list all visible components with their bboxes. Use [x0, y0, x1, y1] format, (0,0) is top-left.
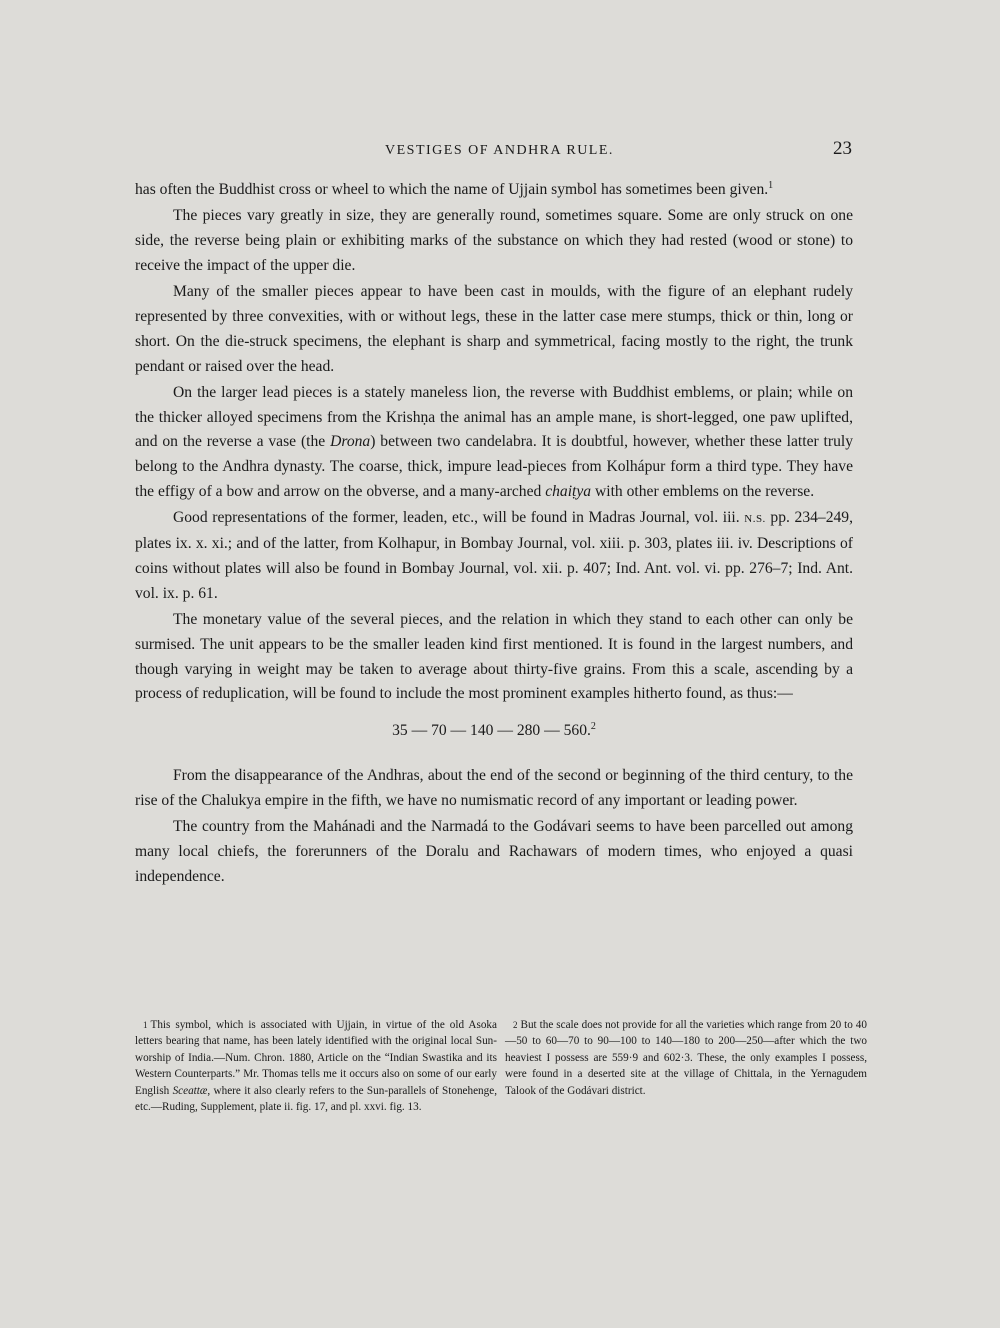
footnote-ref: 2 [590, 721, 596, 733]
paragraph-text: pp. 234–249, plates ix. x. xi.; and of the latter, from Kolhapur, in Bombay Journal, vol. xiii. p. 303, plates iii. iv. Descriptions of coins without plates will also be found in Bombay Journal, vol. xii. p. 407; Ind. Ant. vol. vi. pp. 276–7; Ind. Ant. vol. ix. p. 61. [135, 509, 853, 602]
footnote-text: This symbol, which is associated with Ujjain, in virtue of the old Asoka letters bearing that name, has been lately identified with the original local Sun-worship of India.—Num. Chron. 1880, Article on the “Indian Swastika and its Western Counterparts.” Mr. Thomas tells me it occurs also on some of our early English [135, 1019, 497, 1097]
paragraph: From the disappearance of the Andhras, about the end of the second or beginning of the third century, to the rise of the Chalukya empire in the fifth, we have no numismatic record of any important or leading power. [135, 767, 853, 809]
body-text [135, 178, 853, 891]
paragraph-text: with other emblems on the reverse. [591, 483, 815, 501]
italic-term: Sceattæ [172, 1084, 208, 1097]
italic-term: chaiṭya [545, 483, 592, 501]
scale-equation [135, 719, 853, 744]
footnote-text: But the scale does not provide for all the varieties which range from 20 to 40—50 to 60—70 to 90—100 to 140—180 to 200—250—after which the two heaviest I possess are 559·9 and 602·3. These, the only examples I possess, were found in a deserted site at the village of Chittala, in the Yernagudem Talook of the Godávari district. [505, 1019, 867, 1097]
paragraph-text: has often the Buddhist cross or wheel to which the name of Ujjain symbol has sometimes been given. [135, 181, 769, 198]
equation-text: 35 — 70 — 140 — 280 — 560. [392, 722, 591, 740]
paragraph [135, 506, 853, 606]
footnote-text: , where it also clearly refers to the Sun-parallels of Stonehenge, etc.—Ruding, Supplement, plate ii. fig. 17, and pl. xxvi. fig. 13. [135, 1084, 498, 1114]
paragraph-text: ) between two candelabra. It is doubtful, however, whether these latter truly belong to the Andhra dynasty. The coarse, thick, impure lead-pieces from Kolhápur form a third type. They have the effigy of a bow and arrow on the obverse, and a many-arched [135, 433, 853, 501]
running-head: VESTIGES OF ANDHRA RULE. [385, 143, 614, 158]
paragraph: The country from the Mahánadi and the Narmadá to the Godávari seems to have been parcelled out among many local chiefs, the forerunners of the Doralu and Rachawars of modern times, who enjoyed a quasi independence. [135, 818, 853, 885]
paragraph: The pieces vary greatly in size, they are generally round, sometimes square. Some are only struck on one side, the reverse being plain or exhibiting marks of the substance on which they had rested (wood or stone) to receive the impact of the upper die. [135, 207, 853, 274]
footnotes [135, 1017, 867, 1115]
paragraph: Many of the smaller pieces appear to have been cast in moulds, with the figure of an elephant rudely represented by three convexities, with or without legs, these in the latter case mere stumps, thick or thin, long or short. On the die-struck specimens, the elephant is sharp and symmetrical, facing mostly to the right, the trunk pendant or raised over the head. [135, 283, 853, 375]
paragraph: The monetary value of the several pieces, and the relation in which they stand to each other can only be surmised. The unit appears to be the smaller leaden kind first mentioned. It is found in the largest numbers, and though varying in weight may be taken to average about thirty-five grains. From this a scale, ascending by a process of reduplication, will be found to include the most prominent examples hitherto found, as thus:— [135, 611, 853, 703]
paragraph [135, 178, 853, 203]
paragraph-text: On the larger lead pieces is a stately maneless lion, the reverse with Buddhist emblems, or plain; while on the thicker alloyed specimens from the Krishṇa the animal has an ample mane, is short-legged, one paw uplifted, and on the reverse a vase (the [135, 383, 853, 451]
paragraph [135, 381, 853, 505]
paragraph-text: Good representations of the former, leaden, etc., will be found in Madras Journal, vol. iii. [173, 509, 745, 527]
small-caps-term: N.S. [744, 513, 766, 526]
footnote-number: 1 [143, 1020, 148, 1030]
italic-term: Drona [330, 433, 371, 451]
footnote-1 [135, 1017, 497, 1115]
footnote-ref: 1 [768, 179, 774, 191]
footnote-number: 2 [513, 1020, 518, 1030]
page-header [135, 138, 855, 168]
footnote-2 [505, 1017, 867, 1115]
page-number: 23 [833, 138, 852, 159]
